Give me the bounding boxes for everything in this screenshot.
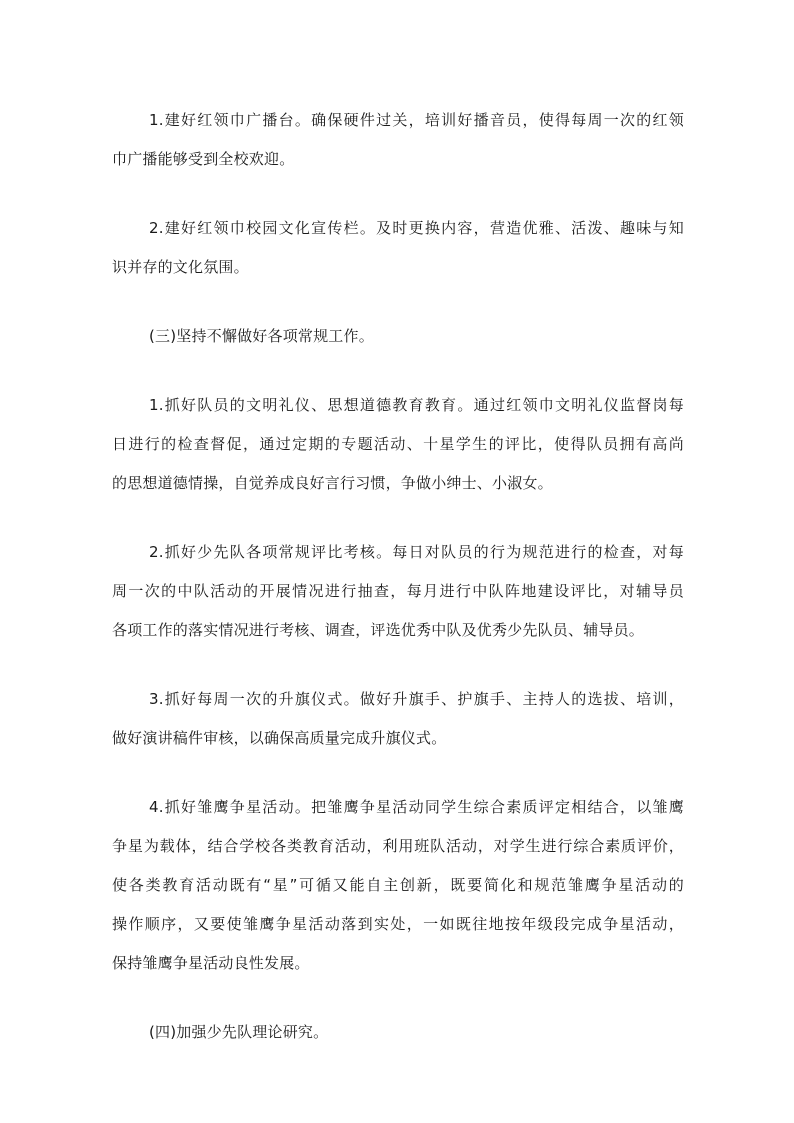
text-line: 巾广播能够受到全校欢迎。 <box>112 150 295 168</box>
text-line: 各项工作的落实情况进行考核、调查，评选优秀中队及优秀少先队员、辅导员。 <box>112 621 645 639</box>
paragraph-evaluation <box>112 533 684 650</box>
text-line: 使各类教育活动既有“星”可循又能自主创新，既要简化和规范雏鹰争星活动的 <box>112 876 684 894</box>
paragraph-flag-ceremony <box>112 680 684 758</box>
paragraph-etiquette-education <box>112 386 684 503</box>
text-line: (四)加强少先队理论研究。 <box>149 1023 329 1041</box>
section-heading-theory-research <box>112 1013 684 1052</box>
section-heading-routine-work <box>112 317 684 356</box>
text-line: 争星为载体，结合学校各类教育活动，利用班队活动，对学生进行综合素质评价， <box>112 837 684 855</box>
text-line: 2.抓好少先队各项常规评比考核。每日对队员的行为规范进行的检查，对每 <box>149 543 684 561</box>
paragraph-broadcast <box>112 101 684 179</box>
text-line: 日进行的检查督促，通过定期的专题活动、十星学生的评比，使得队员拥有高尚 <box>112 435 684 453</box>
text-line: 操作顺序，又要使雏鹰争星活动落到实处，一如既往地按年级段完成争星活动， <box>112 915 684 933</box>
text-line: (三)坚持不懈做好各项常规工作。 <box>149 327 374 345</box>
document-body <box>112 101 684 1082</box>
text-line: 3.抓好每周一次的升旗仪式。做好升旗手、护旗手、主持人的选拔、培训， <box>149 690 684 708</box>
text-line: 4.抓好雏鹰争星活动。把雏鹰争星活动同学生综合素质评定相结合，以雏鹰 <box>149 798 684 816</box>
text-line: 识并存的文化氛围。 <box>112 258 249 276</box>
text-line: 周一次的中队活动的开展情况进行抽查，每月进行中队阵地建设评比，对辅导员 <box>112 582 684 600</box>
text-line: 保持雏鹰争星活动良性发展。 <box>112 954 310 972</box>
text-line: 2.建好红领巾校园文化宣传栏。及时更换内容，营造优雅、活泼、趣味与知 <box>149 219 684 237</box>
text-line: 1.抓好队员的文明礼仪、思想道德教育教育。通过红领巾文明礼仪监督岗每 <box>149 396 684 414</box>
text-line: 做好演讲稿件审核，以确保高质量完成升旗仪式。 <box>112 729 447 747</box>
paragraph-bulletin-board <box>112 209 684 287</box>
text-line: 1.建好红领巾广播台。确保硬件过关，培训好播音员，使得每周一次的红领 <box>149 111 684 129</box>
text-line: 的思想道德情操，自觉养成良好言行习惯，争做小绅士、小淑女。 <box>112 474 553 492</box>
paragraph-star-activity <box>112 788 684 983</box>
